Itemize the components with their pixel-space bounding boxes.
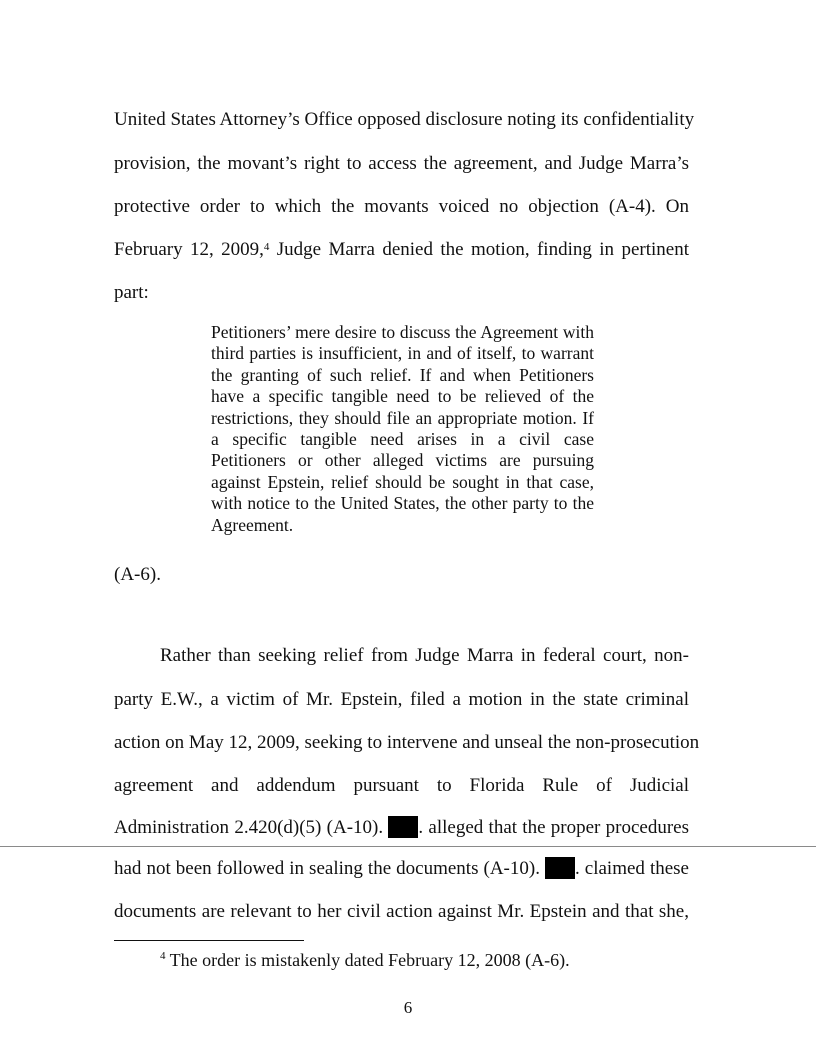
body-text-line: party E.W., a victim of Mr. Epstein, filed a motion in the state criminal <box>114 689 689 710</box>
body-text-line <box>114 816 689 840</box>
body-text-line: agreement and addendum pursuant to Florida Rule of Judicial <box>114 775 689 796</box>
body-text-span: . alleged that the proper procedures <box>418 817 690 838</box>
body-text-line: part: <box>114 282 149 303</box>
body-text-span: Administration 2.420(d)(5) (A-10). <box>114 817 389 838</box>
body-text-span: February 12, 2009, <box>114 239 264 260</box>
page-number: 6 <box>403 998 413 1017</box>
body-text-line: Rather than seeking relief from Judge Marra in federal court, non- <box>160 645 689 666</box>
scan-divider-line <box>0 846 816 847</box>
block-quote: Petitioners’ mere desire to discuss the Agreement with third parties is insufficient, in and of itself, to warrant the granting of such relief. If and when Petitioners have a specific tangible need to be relieved of the restrictions, they should file an appropriate motion. If a specific tangible need arises in a civil case Petitioners or other alleged victims are pursuing against Epstein, relief should be sought in that case, with notice to the United States, the other party to the Agreement. <box>211 322 594 535</box>
body-text-line <box>114 238 689 262</box>
body-text-line <box>114 857 689 881</box>
body-text-line: United States Attorney’s Office opposed disclosure noting its confidentiality <box>114 109 695 130</box>
footnote-text: The order is mistakenly dated February 12, 2008 (A-6). <box>165 950 570 970</box>
body-text-line: action on May 12, 2009, seeking to intervene and unseal the non-prosecution <box>114 732 700 753</box>
footnote-reference: 4 <box>263 241 270 253</box>
body-text-span: had not been followed in sealing the documents (A-10). <box>114 858 545 879</box>
footnote-separator <box>114 940 304 941</box>
body-text-span: Judge Marra denied the motion, finding in pertinent <box>269 239 689 260</box>
redaction-box <box>388 816 418 838</box>
body-text-line: provision, the movant’s right to access the agreement, and Judge Marra’s <box>114 153 689 174</box>
redaction-box <box>545 857 575 879</box>
footnote <box>160 949 570 971</box>
body-text-line: documents are relevant to her civil action against Mr. Epstein and that she, <box>114 901 689 922</box>
quote-citation: (A-6). <box>114 564 161 585</box>
footnote-number: 4 <box>160 950 166 962</box>
body-text-span: . claimed these <box>575 858 689 879</box>
body-text-line: protective order to which the movants voiced no objection (A-4). On <box>114 196 689 217</box>
